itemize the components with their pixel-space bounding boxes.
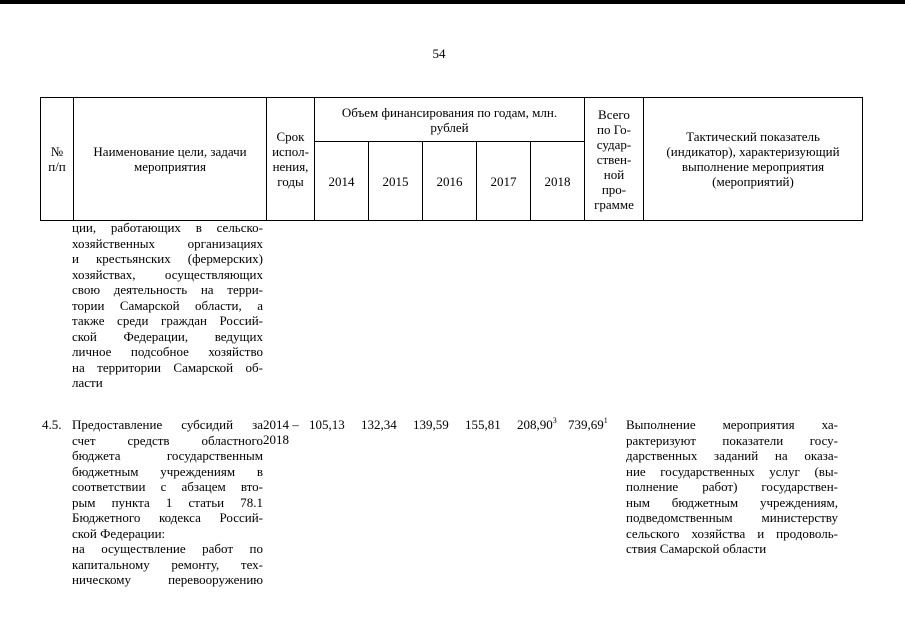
continuation-text: ции, работающих в сельско- хозяйственных организациях и крестьянских (фермерских) хозяйствах, осуществляющих свою деятельность на терри- тории Самарской области, а также среди граждан Россий- ской Федерации, ведущих личное подсобное хозяйство на территории Самарской об- ласти <box>72 220 263 390</box>
header-name: Наименование цели, задачи мероприятия <box>74 98 267 221</box>
header-term: Срок испол- нения, годы <box>267 98 315 221</box>
header-indicator: Тактический показатель (индикатор), характеризующий выполнение мероприятия (мероприятий) <box>644 98 863 221</box>
row-number: 4.5. <box>42 417 62 432</box>
header-year: 2015 <box>369 142 423 221</box>
row-name: Предоставление субсидий за счет средств областного бюджета государственным бюджетным учреждениям в соответствии с абзацем вто- рым пункта 1 статьи 78.1 Бюджетного кодекса Россий- ской Федерации: на осуществление работ по капитальному ремонту, тех- ническому перевооружению <box>72 417 263 587</box>
row-indicator: Выполнение мероприятия ха- рактеризуют показатели госу- дарственных заданий на оказа- ние государственных услуг (вы- полнение работ) государствен- ным бюджетным учреждениям, подведомственным министерству сельского хозяйства и продоволь- ствия Самарской области <box>626 417 838 556</box>
value-2018: 208,90$^3$ <box>517 416 557 432</box>
page-number: 54 <box>432 46 446 61</box>
value-2017: 155,81 <box>465 417 501 432</box>
footnote-mark: 3 <box>552 416 557 425</box>
header-funding-title: Объем финансирования по годам, млн. рублей <box>315 98 585 142</box>
table-header <box>40 97 863 221</box>
header-total: Всего по Го- судар- ствен- ной про- грамме <box>585 98 644 221</box>
header-year: 2018 <box>531 142 585 221</box>
value-2016: 139,59 <box>413 417 449 432</box>
header-year: 2016 <box>423 142 477 221</box>
top-border <box>0 0 905 4</box>
value-total: 739,69$^1$ <box>568 416 608 432</box>
value-2014: 105,13 <box>309 417 345 432</box>
value-2015: 132,34 <box>361 417 397 432</box>
header-num: № п/п <box>41 98 74 221</box>
row-term: 2014 – 2018 <box>263 417 299 447</box>
footnote-mark: 1 <box>603 416 608 425</box>
header-year: 2014 <box>315 142 369 221</box>
header-year: 2017 <box>477 142 531 221</box>
